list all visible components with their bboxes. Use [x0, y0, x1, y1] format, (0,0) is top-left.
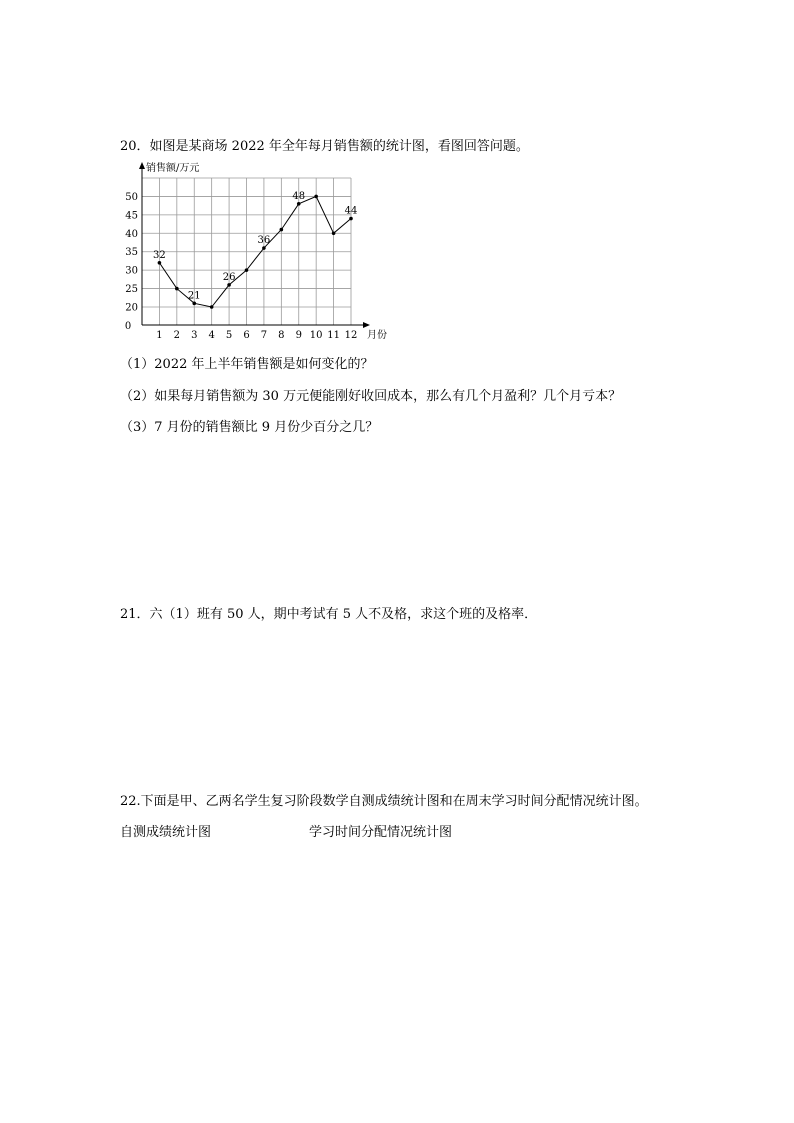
chart-labels	[125, 161, 387, 341]
x-tick-label: 9	[295, 330, 302, 341]
data-label: 36	[257, 235, 271, 247]
data-label: 32	[153, 249, 166, 261]
data-label: 48	[292, 190, 306, 202]
data-point	[297, 202, 301, 206]
x-tick-label: 4	[208, 330, 215, 341]
study-time-chart-caption: 学习时间分配情况统计图	[309, 825, 453, 840]
x-tick-label: 7	[260, 330, 268, 341]
y-tick-label: 35	[125, 247, 138, 259]
data-point	[175, 287, 179, 291]
y-axis-title: 销售额/万元	[146, 163, 200, 174]
sales-line-chart	[110, 155, 400, 345]
origin-label: 0	[124, 321, 132, 332]
data-point	[158, 261, 162, 265]
x-axis-arrow	[363, 322, 370, 328]
y-tick-label: 25	[125, 284, 138, 296]
y-tick-label: 30	[125, 265, 138, 277]
x-tick-label: 5	[225, 330, 233, 341]
x-tick-label: 6	[243, 330, 250, 341]
question-20-part-1: （1）2022 年上半年销售额是如何变化的？	[120, 357, 374, 372]
data-point	[262, 246, 266, 250]
y-tick-label: 20	[125, 302, 138, 314]
data-point	[314, 195, 318, 199]
question-20-part-2: （2）如果每月销售额为 30 万元便能刚好收回成本，那么有几个月盈利？几个月亏本？	[120, 389, 622, 404]
data-point	[332, 231, 336, 235]
data-label: 26	[222, 271, 236, 283]
y-axis-arrow	[139, 162, 145, 169]
data-label: 21	[187, 290, 201, 302]
x-tick-label: 10	[309, 330, 323, 341]
y-tick-label: 40	[125, 228, 138, 240]
score-chart-caption: 自测成绩统计图	[120, 825, 212, 840]
data-point	[245, 268, 249, 272]
y-tick-label: 45	[125, 210, 138, 222]
question-20-title: 20．如图是某商场 2022 年全年每月销售额的统计图，看图回答问题。	[120, 139, 529, 154]
x-tick-label: 2	[173, 330, 181, 341]
x-tick-label: 1	[156, 330, 163, 341]
chart-grid	[142, 178, 351, 325]
data-point	[227, 283, 231, 287]
data-point	[349, 217, 353, 221]
data-point	[210, 305, 214, 309]
question-22-title: 22.下面是甲、乙两名学生复习阶段数学自测成绩统计图和在周末学习时间分配情况统计图。	[120, 794, 648, 809]
chart-axes	[139, 162, 370, 328]
data-point	[280, 228, 284, 232]
x-tick-label: 8	[278, 330, 285, 341]
x-tick-label: 11	[327, 330, 340, 341]
x-axis-title: 月份	[367, 330, 387, 341]
question-21-title: 21．六（1）班有 50 人，期中考试有 5 人不及格，求这个班的及格率．	[120, 607, 538, 622]
data-label: 44	[344, 205, 358, 217]
x-tick-label: 3	[191, 330, 198, 341]
y-tick-label: 50	[125, 191, 138, 203]
x-tick-label: 12	[344, 330, 358, 341]
question-20-part-3: （3）7 月份的销售额比 9 月份少百分之几？	[120, 420, 379, 435]
data-point	[192, 302, 196, 306]
